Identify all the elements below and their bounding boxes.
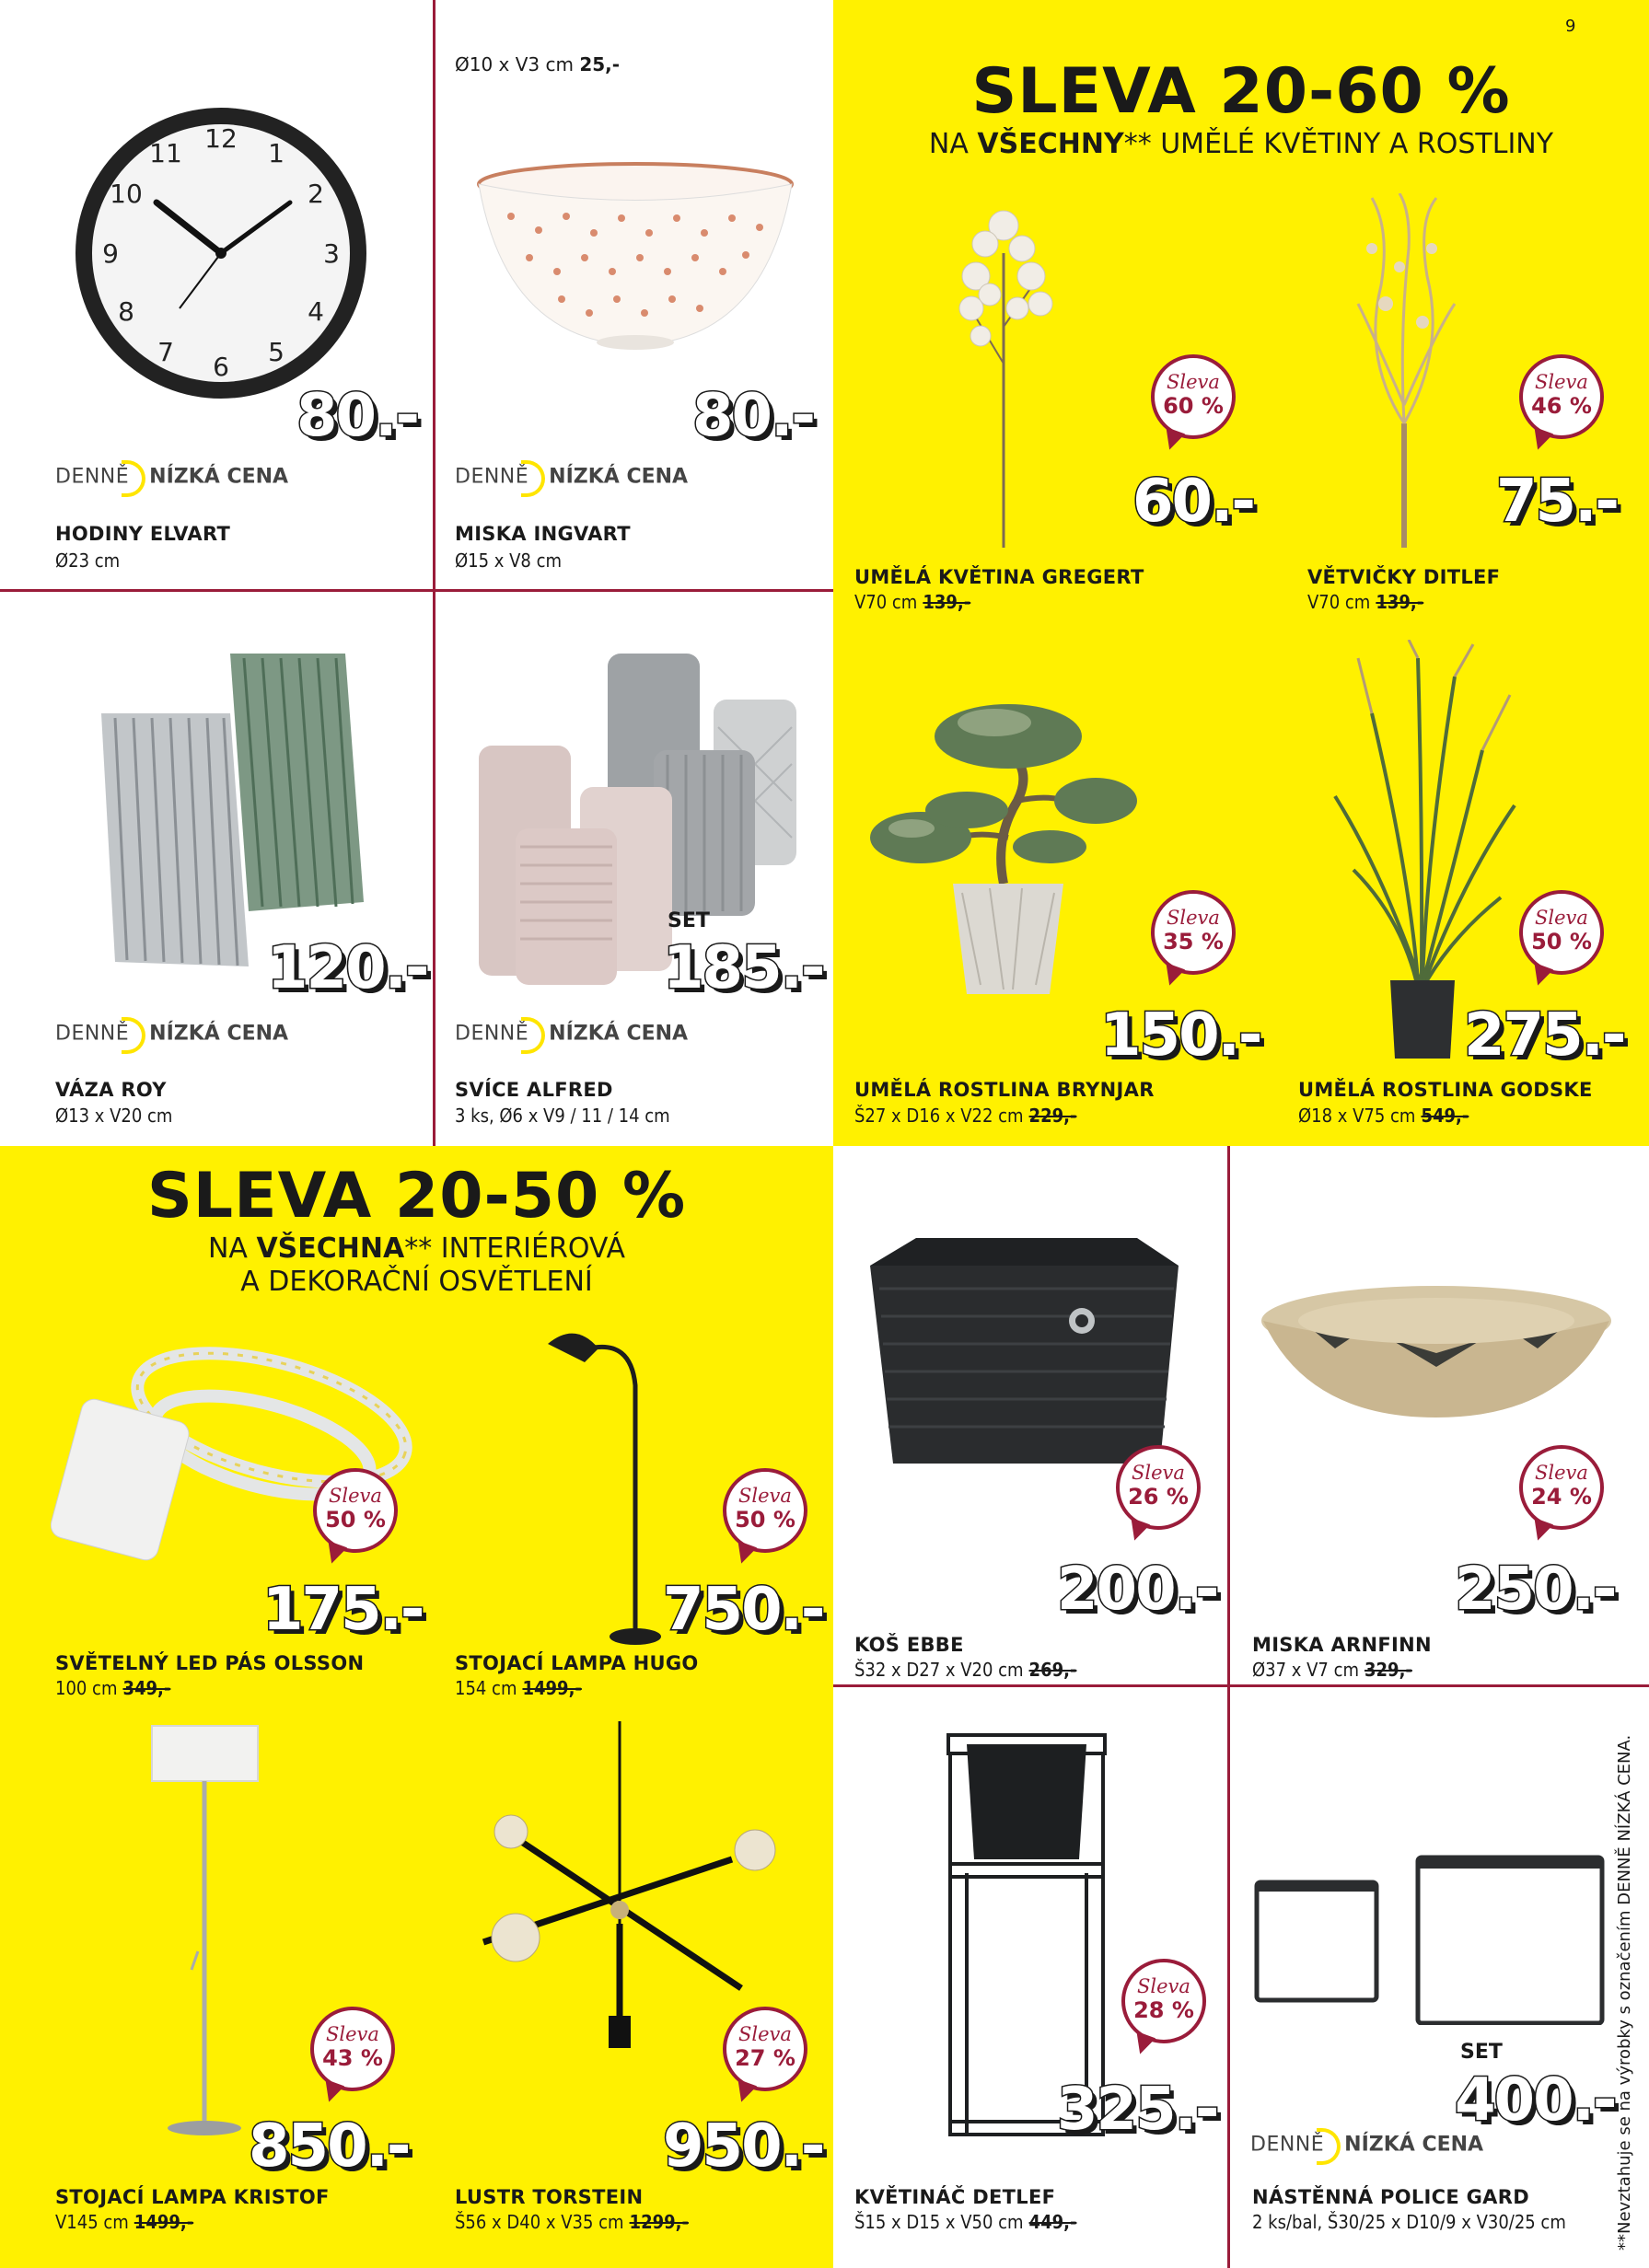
headline-sale-lighting xyxy=(0,1160,833,1299)
product-dimensions: 2 ks/bal, Š30/25 x D10/9 x V30/25 cm xyxy=(1252,2211,1566,2233)
svg-text:4: 4 xyxy=(308,296,324,327)
set-label: SET xyxy=(1460,2041,1503,2064)
discount-badge: Sleva 50 % xyxy=(723,1468,807,1553)
divider xyxy=(1227,1146,1230,2268)
product-dimensions: V70 cm 139,- xyxy=(854,591,971,613)
svg-text:8: 8 xyxy=(118,296,134,327)
svg-text:9: 9 xyxy=(102,238,119,269)
discount-badge: Sleva 28 % xyxy=(1121,1959,1206,2043)
price: 75.- xyxy=(1496,468,1618,536)
clock-image xyxy=(69,101,391,409)
product-name: STOJACÍ LAMPA KRISTOF xyxy=(55,2186,330,2208)
product-name: VÁZA ROY xyxy=(55,1079,167,1101)
vase-image xyxy=(92,644,387,979)
twig-decoration-image xyxy=(1344,193,1464,551)
product-dimensions: V145 cm 1499,- xyxy=(55,2211,194,2233)
product-dimensions: Š56 x D40 x V35 cm 1299,- xyxy=(455,2211,689,2233)
product-name: KOŠ EBBE xyxy=(854,1634,964,1656)
page-number: 9 xyxy=(1565,17,1576,36)
price: 400.- xyxy=(1455,2066,1616,2135)
promo-bg-left xyxy=(0,1146,833,2268)
product-dimensions: Š27 x D16 x V22 cm 229,- xyxy=(854,1105,1077,1127)
discount-badge: Sleva 27 % xyxy=(723,2007,807,2091)
product-name: MISKA INGVART xyxy=(455,523,631,545)
discount-badge: Sleva 50 % xyxy=(1519,890,1604,975)
discount-badge: Sleva 35 % xyxy=(1151,890,1236,975)
floor-lamp-shade-image xyxy=(138,1721,322,2139)
svg-text:7: 7 xyxy=(157,337,174,367)
product-name: STOJACÍ LAMPA HUGO xyxy=(455,1652,699,1674)
product-name: HODINY ELVART xyxy=(55,523,231,545)
product-name: LUSTR TORSTEIN xyxy=(455,2186,644,2208)
svg-text:10: 10 xyxy=(110,179,143,209)
product-dimensions: V70 cm 139,- xyxy=(1307,591,1424,613)
product-dimensions: Ø15 x V8 cm xyxy=(455,550,563,572)
price: 275.- xyxy=(1464,1001,1625,1070)
price: 80.- xyxy=(296,382,418,450)
divider xyxy=(433,0,435,1146)
product-name: UMĚLÁ ROSTLINA BRYNJAR xyxy=(854,1079,1155,1101)
product-dimensions: 154 cm 1499,- xyxy=(455,1677,582,1699)
product-name: SVĚTELNÝ LED PÁS OLSSON xyxy=(55,1652,365,1674)
discount-badge: Sleva 24 % xyxy=(1519,1445,1604,1530)
headline-sale-plants xyxy=(833,55,1649,161)
daily-low-price-logo: DENNĚ NÍZKÁ CENA xyxy=(55,460,288,497)
product-name: MISKA ARNFINN xyxy=(1252,1634,1432,1656)
product-dimensions: 100 cm 349,- xyxy=(55,1677,171,1699)
svg-text:2: 2 xyxy=(308,179,324,209)
daily-low-price-logo: DENNĚ NÍZKÁ CENA xyxy=(55,1017,288,1054)
headline-subtitle: NA VŠECHNA** INTERIÉROVÁ xyxy=(207,1232,626,1265)
product-name: UMĚLÁ ROSTLINA GODSKE xyxy=(1298,1079,1593,1101)
discount-badge: Sleva 43 % xyxy=(310,2007,395,2091)
svg-text:3: 3 xyxy=(323,238,340,269)
wall-shelf-image xyxy=(1252,1850,1611,2029)
svg-text:6: 6 xyxy=(213,352,229,382)
artificial-flower-image xyxy=(948,198,1068,551)
price: 325.- xyxy=(1057,2076,1218,2144)
headline-title: SLEVA 20-60 % xyxy=(971,55,1511,128)
product-name: NÁSTĚNNÁ POLICE GARD xyxy=(1252,2186,1529,2208)
svg-text:5: 5 xyxy=(268,337,285,367)
price: 950.- xyxy=(663,2112,824,2181)
price: 120.- xyxy=(267,934,428,1002)
bowl-small-dimensions: Ø10 x V3 cm 25,- xyxy=(455,53,621,75)
set-label: SET xyxy=(668,909,710,932)
price: 60.- xyxy=(1132,468,1254,536)
svg-text:12: 12 xyxy=(204,123,238,154)
price: 175.- xyxy=(262,1576,424,1644)
price: 250.- xyxy=(1455,1556,1616,1624)
product-dimensions: Ø18 x V75 cm 549,- xyxy=(1298,1105,1469,1127)
floor-lamp-image xyxy=(539,1321,668,1651)
footnote: **Nevztahuje se na výrobky s označením DENNĚ NÍZKÁ CENA. xyxy=(1615,1734,1634,2251)
product-name: SVÍCE ALFRED xyxy=(455,1079,613,1101)
headline-title: SLEVA 20-50 % xyxy=(146,1160,687,1232)
artificial-grass-image xyxy=(1317,640,1528,1062)
product-name: KVĚTINÁČ DETLEF xyxy=(854,2186,1056,2208)
woven-bowl-image xyxy=(1252,1284,1620,1426)
price: 185.- xyxy=(663,934,824,1002)
headline-subtitle-2: A DEKORAČNÍ OSVĚTLENÍ xyxy=(240,1266,593,1298)
daily-low-price-logo: DENNĚ NÍZKÁ CENA xyxy=(1250,2128,1483,2165)
divider xyxy=(833,1684,1649,1687)
svg-text:11: 11 xyxy=(149,138,182,168)
price: 150.- xyxy=(1100,1001,1261,1070)
product-name: VĚTVIČKY DITLEF xyxy=(1307,566,1501,588)
daily-low-price-logo: DENNĚ NÍZKÁ CENA xyxy=(455,460,688,497)
price: 750.- xyxy=(663,1576,824,1644)
divider xyxy=(0,589,833,592)
product-dimensions: Ø23 cm xyxy=(55,550,121,572)
price: 850.- xyxy=(249,2112,410,2181)
daily-low-price-logo: DENNĚ NÍZKÁ CENA xyxy=(455,1017,688,1054)
discount-badge: Sleva 26 % xyxy=(1116,1445,1201,1530)
product-dimensions: Š32 x D27 x V20 cm 269,- xyxy=(854,1659,1077,1681)
product-dimensions: Ø37 x V7 cm 329,- xyxy=(1252,1659,1412,1681)
discount-badge: Sleva 46 % xyxy=(1519,354,1604,439)
product-dimensions: Ø13 x V20 cm xyxy=(55,1105,173,1127)
discount-badge: Sleva 60 % xyxy=(1151,354,1236,439)
product-dimensions: 3 ks, Ø6 x V9 / 11 / 14 cm xyxy=(455,1105,670,1127)
product-name: UMĚLÁ KVĚTINA GREGERT xyxy=(854,566,1144,588)
bowl-image xyxy=(474,161,796,358)
product-dimensions: Š15 x D15 x V50 cm 449,- xyxy=(854,2211,1077,2233)
price: 80.- xyxy=(692,382,814,450)
storage-basket-image xyxy=(861,1233,1192,1476)
discount-badge: Sleva 50 % xyxy=(313,1468,398,1553)
svg-text:1: 1 xyxy=(268,138,285,168)
bonsai-image xyxy=(865,700,1142,1007)
headline-subtitle: NA VŠECHNY** UMĚLÉ KVĚTINY A ROSTLINY xyxy=(928,128,1554,160)
price: 200.- xyxy=(1057,1556,1218,1624)
